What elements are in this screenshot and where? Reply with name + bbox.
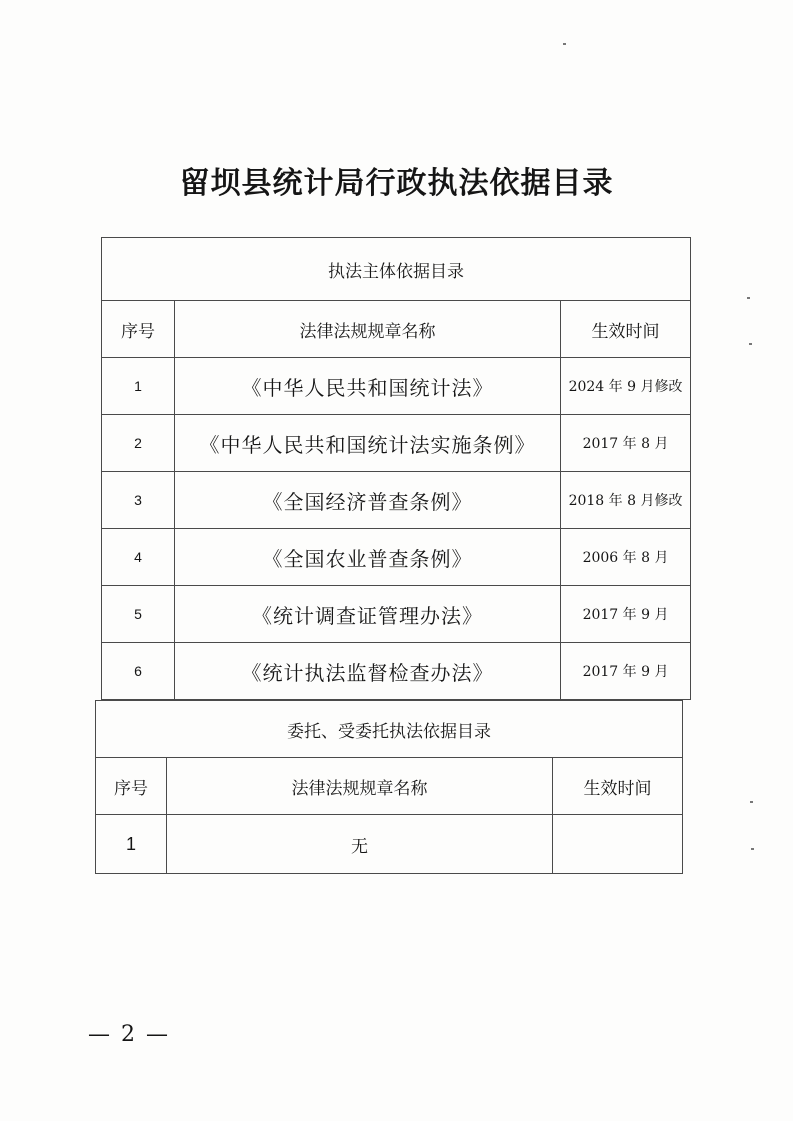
page-title: 留坝县统计局行政执法依据目录 — [179, 166, 614, 201]
table-row — [102, 415, 691, 472]
column-header-name: 法律法规规章名称 — [167, 758, 553, 815]
row-number: 2 — [102, 415, 175, 472]
scan-speck — [751, 848, 754, 850]
row-number: 4 — [102, 529, 175, 586]
table-row — [96, 815, 683, 874]
scan-speck — [750, 801, 753, 803]
column-header-number: 序号 — [96, 758, 167, 815]
effective-time — [553, 815, 683, 874]
table-row — [102, 529, 691, 586]
scan-speck — [563, 43, 566, 45]
row-number: 3 — [102, 472, 175, 529]
effective-time: 2017 年 9 月 — [561, 643, 691, 700]
table-row — [102, 358, 691, 415]
table-row — [102, 586, 691, 643]
effective-time: 2017 年 9 月 — [561, 586, 691, 643]
law-name: 《全国经济普查条例》 — [175, 472, 561, 529]
row-number: 1 — [102, 358, 175, 415]
law-name: 《中华人民共和国统计法》 — [175, 358, 561, 415]
column-header-effective-time: 生效时间 — [553, 758, 683, 815]
section-heading: 委托、受委托执法依据目录 — [96, 701, 683, 758]
law-name: 《统计调查证管理办法》 — [175, 586, 561, 643]
effective-time: 2024 年 9 月修改 — [561, 358, 691, 415]
scan-speck — [749, 343, 752, 345]
delegated-enforcement-basis-table — [95, 700, 683, 874]
table-row — [102, 472, 691, 529]
page-number: — 2 — — [88, 1022, 170, 1047]
row-number: 1 — [96, 815, 167, 874]
law-name: 《统计执法监督检查办法》 — [175, 643, 561, 700]
scan-speck — [747, 297, 750, 299]
section-heading: 执法主体依据目录 — [102, 238, 691, 301]
row-number: 5 — [102, 586, 175, 643]
law-name: 《全国农业普查条例》 — [175, 529, 561, 586]
table-row — [102, 643, 691, 700]
column-header-name: 法律法规规章名称 — [175, 301, 561, 358]
effective-time: 2017 年 8 月 — [561, 415, 691, 472]
row-number: 6 — [102, 643, 175, 700]
column-header-number: 序号 — [102, 301, 175, 358]
effective-time: 2018 年 8 月修改 — [561, 472, 691, 529]
law-name: 无 — [167, 815, 553, 874]
effective-time: 2006 年 8 月 — [561, 529, 691, 586]
column-header-effective-time: 生效时间 — [561, 301, 691, 358]
law-name: 《中华人民共和国统计法实施条例》 — [175, 415, 561, 472]
enforcement-basis-table — [101, 237, 691, 700]
